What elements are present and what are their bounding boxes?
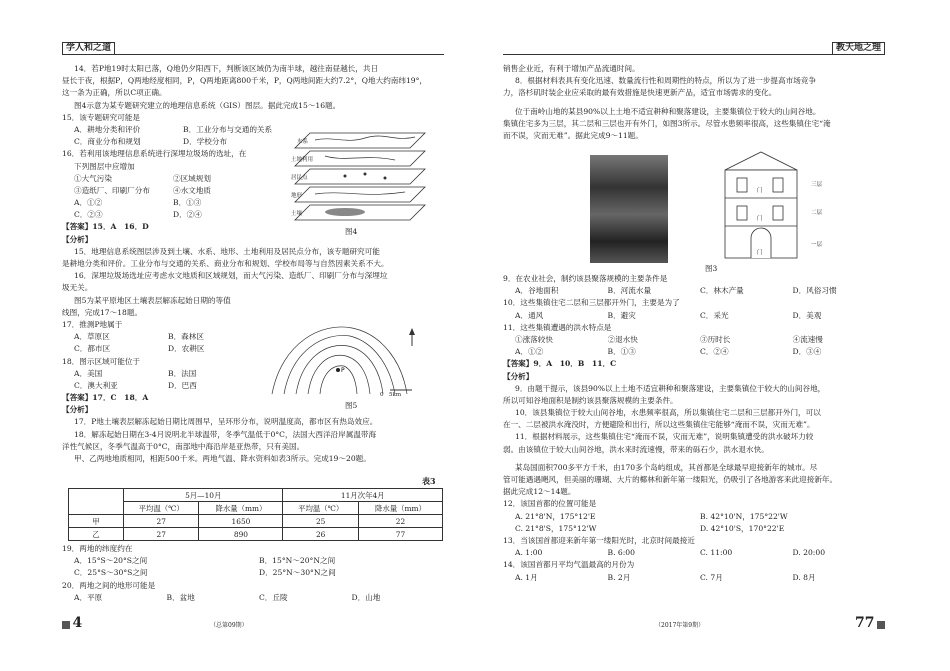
text-line: 圾无关。: [62, 283, 93, 293]
options-row: [503, 572, 885, 584]
right-header: [503, 42, 885, 55]
table-header: 降水量（mm）: [199, 502, 283, 515]
figure-5-caption: 图5: [345, 401, 358, 410]
text-line: 下列图层中应增加: [74, 161, 135, 171]
options-row: [62, 368, 262, 380]
option: C．林木产量: [700, 286, 744, 296]
text-line: 位于南岭山地的某县90%以上土地不适宜耕种和聚落建设，主要集镇位于较大的山间谷地。: [515, 106, 821, 116]
figure-5-contour-map: [262, 322, 422, 400]
options-row: [503, 346, 885, 358]
option: A．草原区: [74, 332, 110, 342]
question: 19．两地的纬度约在: [62, 544, 133, 553]
fig3-floor-label: 三层: [811, 182, 823, 188]
table-col-group: 5月—10月: [124, 489, 283, 502]
option: A．①②: [74, 198, 103, 208]
option: B. 6:00: [607, 548, 635, 558]
table-cell: 26: [283, 528, 358, 541]
options-row: [503, 547, 885, 559]
text-line: 弱。由该镇位于较大山间谷地，洪水来时流速慢，带来的砾石少，洪水退水快。: [503, 444, 769, 454]
text-line: 据此完成12～14题。: [503, 487, 576, 497]
option: B．盆地: [166, 592, 195, 602]
table-row: [69, 489, 443, 502]
option: ③造纸厂、印刷厂分布: [74, 185, 150, 195]
question: 14．该国首都月平均气温最高的月份为: [503, 560, 635, 570]
options-row: [62, 185, 272, 197]
question: 10．这些集镇住宅二层和三层都开外门，主要是为了: [503, 298, 680, 308]
option: A．①②: [515, 347, 544, 357]
right-header-title: 教天地之理: [832, 42, 885, 55]
option: C. 21°8'S，175°12'W: [515, 523, 597, 533]
text-line: 管可能遇遇飓风，但美丽的珊瑚、大片的椰林和新年第一缕阳光，仍吸引了各地游客来此迎接新年。: [503, 475, 838, 484]
answer: 【答案】15．A 16．D: [62, 222, 149, 232]
question: 15．该专题研究可能是: [62, 112, 141, 122]
fig3-label: 门: [757, 188, 763, 194]
option: C．25°S～30°S之间: [74, 568, 148, 578]
table-cell: 890: [199, 528, 283, 541]
option: C. 11:00: [700, 548, 733, 558]
option: D．巴西: [168, 380, 197, 390]
option: C. 7月: [700, 572, 723, 582]
figure-4-caption: 图4: [345, 227, 358, 236]
option: A．耕地分类和评价: [74, 124, 141, 134]
text-line: 力，洛杉矶时装企业应采取的最有效措施是快速更新产品，适宜市场需求的变化。: [503, 88, 777, 98]
text-line: 11．根据材料展示，这些集镇住宅“淹而不误，灾而无难”，说明集镇遭受的洪水破坏力较: [515, 432, 814, 442]
text-line: 9．由题干提示，该县90%以上土地不适宜耕种和聚落建设，主要集镇位于较大的山间谷地，: [515, 383, 826, 393]
right-footer: [855, 615, 885, 631]
option: B．①③: [607, 347, 636, 357]
options-row: [62, 592, 444, 604]
text-line: 销售企业近，有利于增加产品流通时间。: [503, 64, 640, 73]
table-row-name: 甲: [69, 515, 124, 528]
analysis-heading: 【分析】: [62, 234, 93, 244]
option: B．森林区: [168, 332, 204, 342]
table-corner: [69, 489, 124, 515]
option: B．河流水量: [607, 286, 652, 296]
page-number: 4: [72, 615, 83, 631]
fig3-label: 门: [757, 216, 763, 222]
options-row: [62, 209, 272, 221]
text-line: 14．若P地19时太阳已落，Q地仍夕阳西下，判断该区域仍为南半球，越往南昼越长，共日: [74, 64, 379, 73]
option: A．谷地面积: [515, 286, 559, 296]
svg-text:P: P: [341, 367, 345, 374]
option: B．工业分布与交通的关系: [183, 124, 273, 134]
option: C．采光: [700, 310, 729, 320]
fig4-layer-label: 水系: [297, 139, 309, 145]
text-line: 这一条为正确，所以C项正确。: [62, 88, 167, 98]
options-row: [62, 197, 272, 209]
option: D．山地: [351, 592, 381, 602]
option: D．农耕区: [168, 344, 205, 354]
question: 9．在农业社会，制约该县聚落规模的主要条件是: [503, 274, 668, 283]
text-line: 甲、乙两地地质相同，相距500千米。两地气温、降水资料如表3所示。完成19～20题。: [74, 454, 371, 463]
options-row: [62, 380, 262, 392]
option: A．平原: [74, 592, 103, 602]
option: C．丘陵: [259, 592, 288, 602]
option: B. 2月: [607, 572, 631, 582]
option: D. 20:00: [792, 548, 826, 558]
option: B．避灾: [607, 310, 636, 320]
text-line: 洋性气候区，冬季气温高于0°C，南部地中海沿岸是亚热带，只有美国。: [62, 441, 305, 451]
text-line: 昼长于夜，根据P，Q两地经度相同，P，Q两地距离800千米，P，Q两地间距大约7.2°，Q地大约南纬19°，: [62, 76, 428, 86]
fig3-floor-label: 二层: [811, 210, 823, 216]
option: D. 42°10'S，170°22'E: [700, 523, 785, 533]
footer-note: （总第09期）: [210, 622, 248, 629]
figure-4-gis-layers: [285, 128, 435, 228]
options-row: [503, 523, 885, 535]
text-line: 16．深埋垃圾场选址应考虑水文地质和区域规划，而大气污染、造纸厂、印刷厂分布与深埋垃: [74, 271, 388, 281]
option: D．风俗习惯: [792, 286, 837, 296]
left-header: [62, 42, 444, 55]
option: C．澳大利亚: [74, 380, 118, 390]
right-page: [475, 0, 950, 671]
option: C．商业分布和规划: [74, 137, 141, 147]
table-3: [68, 488, 443, 541]
question: 17．推测P地属于: [62, 319, 123, 329]
fig4-layer-label: 土壤: [291, 211, 303, 217]
square-icon: [62, 621, 70, 629]
table-cell: 25: [283, 515, 358, 528]
option: A. 1月: [515, 572, 538, 582]
option: B．法国: [168, 368, 197, 378]
option: D．③④: [792, 347, 822, 357]
figure-3-caption: 图3: [705, 264, 718, 273]
text-line: 是耕地分类和评价。工业分布与交通的关系、商业分布和规划、学校布局等与自然因素关系不大。: [62, 259, 389, 268]
option: C．都市区: [74, 344, 111, 354]
options-row: [503, 334, 885, 346]
fig3-floor-label: 一层: [811, 242, 823, 248]
answer: 【答案】9．A 10．B 11．C: [503, 359, 617, 369]
left-text-block-1: [62, 63, 444, 465]
table-3-title: 表3: [422, 476, 436, 486]
text-line: 图4示意为某专题研究建立的地理信息系统（GIS）图层。据此完成15～16题。: [74, 100, 341, 110]
figure-3-photo: [590, 155, 668, 263]
left-text-block-2: [62, 543, 444, 604]
table-row: [69, 515, 443, 528]
option: ④水文地质: [173, 185, 211, 195]
option: D．学校分布: [183, 137, 228, 147]
table-cell: 27: [124, 528, 199, 541]
table-header: 平均温（℃）: [283, 502, 358, 515]
text-line: 18．解冻起始日期在3-4月说明北半球温带，冬季气温低于0°C，法国大西洋沿岸属温带海: [74, 429, 377, 439]
table-row-name: 乙: [69, 528, 124, 541]
answer: 【答案】17．C 18．A: [62, 393, 149, 403]
options-row: [62, 555, 444, 567]
figure-5-scale: 0 5km: [380, 392, 402, 398]
table-cell: 77: [358, 528, 442, 541]
option: ③历时长: [700, 334, 731, 344]
table-cell: 22: [358, 515, 442, 528]
question: 12．该国首都的位置可能是: [503, 499, 597, 509]
text-line: 10．该县集镇位于较大山间谷地，水患频率很高，所以集镇住宅二层和三层都开外门，可以: [515, 408, 821, 418]
table-cell: 27: [124, 515, 199, 528]
table-row: [69, 502, 443, 515]
text-line: 17．P地土壤表层解冻起始日期比周围早，呈环形分布，说明温度高，都市区有热岛效应。: [74, 417, 378, 427]
options-row: [503, 285, 885, 297]
option: ②退水快: [607, 334, 638, 344]
options-row: [62, 343, 262, 355]
fig4-layer-label: 土地利用: [291, 157, 314, 163]
option: ④流速慢: [792, 334, 823, 344]
fig3-label: 门: [757, 250, 763, 256]
page-number: 77: [855, 615, 875, 631]
option: A．通风: [515, 310, 544, 320]
option: B. 42°10'N，175°22'W: [700, 511, 788, 521]
table-cell: 1650: [199, 515, 283, 528]
table-row: [69, 528, 443, 541]
question: 16．若利用该地理信息系统进行深埋垃圾场的选址，在: [62, 149, 247, 159]
option: A. 1:00: [515, 548, 543, 558]
option: ①涨落较快: [515, 334, 553, 344]
question: 13．当该国首都迎来新年第一缕阳光时，北京时间最接近: [503, 535, 695, 545]
footer-note: （2017年第9期）: [655, 622, 705, 629]
question: 11．这些集镇遭遇的洪水特点是: [503, 322, 612, 332]
option: D．25°N～30°N之间: [259, 568, 336, 578]
question: 20．两地之间的地形可能是: [62, 580, 156, 590]
text-line: 集镇住宅多为三层，其二层和三层也开有外门，如图3所示。尽管水患频率很高，这些集镇住宅“淹: [503, 118, 831, 128]
text-line: 15．地理信息系统图层涉及到土壤、水系、地形、土地利用及居民点分布，该专题研究可能: [74, 246, 380, 256]
square-icon: [877, 621, 885, 629]
analysis-heading: 【分析】: [503, 371, 534, 381]
option: C．②④: [700, 347, 729, 357]
option: ②区域规划: [173, 173, 211, 183]
text-line: 某岛国面积700多平方千米，由170多个岛屿组成，其首都是全球最早迎接新年的城市。尽: [515, 462, 818, 472]
option: B．①③: [173, 198, 202, 208]
fig4-layer-label: 居民点: [291, 175, 308, 181]
right-text-block-2: [503, 273, 885, 584]
option: D．美观: [792, 310, 822, 320]
left-footer: [62, 615, 82, 631]
table-header: 平均温（℃）: [124, 502, 199, 515]
table-header: 降水量（mm）: [358, 502, 442, 515]
options-row: [62, 567, 444, 579]
left-header-title: 学人和之道: [62, 42, 115, 55]
question: 18．图示区域可能位于: [62, 356, 141, 366]
text-line: 8．根据材料表具有变化迅速、数量流行性和周期性的特点，所以为了进一步提高市场竞争: [515, 76, 816, 86]
options-row: [503, 310, 885, 322]
option: B．15°N～20°N之间: [259, 556, 336, 566]
option: A．15°S～20°S之间: [74, 556, 148, 566]
figure-3-house-drawing: [715, 150, 807, 262]
text-line: 所以可知谷地面积是制约该县聚落规模的主要条件。: [503, 395, 678, 405]
text-line: 图5为某平原地区土壤表层解冻起始日期的等值: [74, 295, 231, 305]
options-row: [62, 136, 292, 148]
text-line: 而不误，灾而无难”。据此完成9～11题。: [503, 130, 643, 140]
right-text-block-1: [503, 63, 885, 142]
text-line: 线图，完成17～18题。: [62, 307, 143, 317]
table-col-group: 11月次年4月: [283, 489, 443, 502]
options-row: [62, 173, 272, 185]
option: A. 21°8'N，175°12'E: [515, 511, 596, 521]
analysis-heading: 【分析】: [62, 405, 93, 415]
fig4-layer-label: 地形: [291, 193, 303, 199]
options-row: [62, 331, 262, 343]
option: ①大气污染: [74, 173, 112, 183]
options-row: [62, 124, 292, 136]
options-row: [503, 511, 885, 523]
text-line: 在一、二层被洪水淹没时，方便避险和出行，所以这些集镇住宅能够“淹而不误，灾而无难”。: [503, 420, 815, 430]
option: A．美国: [74, 368, 103, 378]
option: C．②③: [74, 210, 103, 220]
option: D. 8月: [792, 572, 816, 582]
option: D．②④: [173, 210, 202, 220]
